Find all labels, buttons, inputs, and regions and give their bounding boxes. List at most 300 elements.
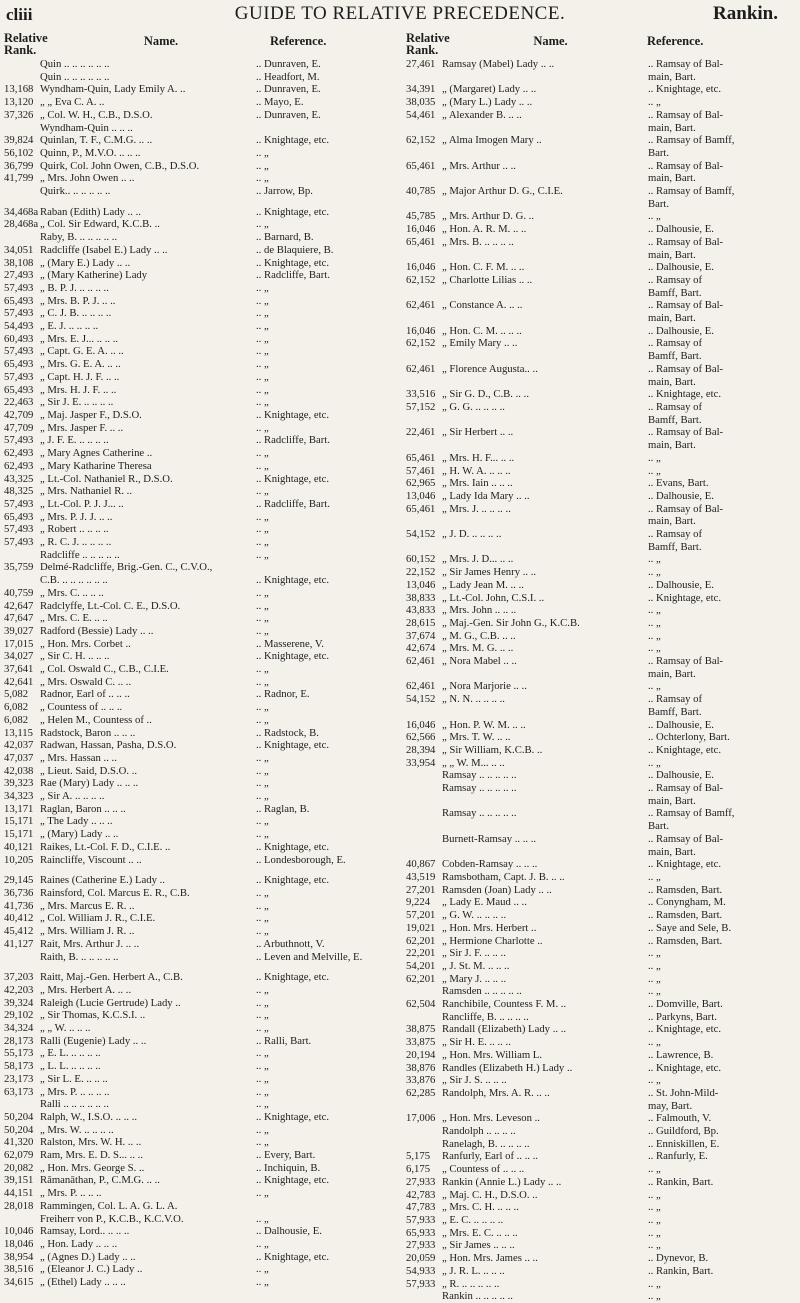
entry-reference: .. Barnard, B. [256,231,314,244]
entry-rank: 43,325 [4,472,34,485]
entry-name: „ Mrs. B. .. .. .. .. [442,235,514,248]
entry-row [4,663,396,676]
entry-row [4,1200,396,1213]
entry-rank: 43,833 [406,604,436,617]
entry-reference: .. „ [256,320,269,333]
entry-name: „ Maj. C. H., D.S.O. .. [442,1188,538,1201]
entry-name: „ Mrs. Hassan .. .. [40,751,117,764]
entry-reference: main, Bart. [648,172,696,185]
entry-row [4,971,396,984]
entry-rank: 27,461 [406,58,436,70]
entry-row [406,414,796,427]
entry-name: Cobden-Ramsay .. .. .. [442,858,538,871]
entry-reference: .. Knightage, etc. [648,83,722,96]
entry-rank: 29,145 [4,874,34,887]
entry-rank: 20,059 [406,1252,436,1265]
entry-rank: 39,324 [4,996,34,1009]
entry-row [406,1227,796,1240]
entry-name: „ Hon. Mrs. William L. [442,1048,543,1061]
entry-row [4,295,396,308]
entry-row [4,1035,396,1048]
entry-name: „ Mrs. W. .. .. .. .. [40,1123,114,1136]
entry-name: „ Mrs. Marcus E. R. .. [40,899,135,912]
entry-name [442,312,648,325]
entry-name: Randolph .. .. .. .. [442,1125,516,1138]
entry-name: „ „ W. M... .. .. [442,756,505,769]
entry-row [406,1125,796,1138]
entry-reference: .. „ [256,1072,269,1085]
entry-reference: .. „ [648,1163,661,1176]
left-column [4,32,396,1289]
entry-name: „ E. C. .. .. .. .. [442,1213,504,1226]
entry-name [442,1100,648,1113]
entry-name: „ Lt.-Col. P. J. J... .. [40,497,124,510]
entry-row [4,473,396,486]
entry-row [4,1162,396,1175]
entry-rank: 39,824 [4,134,34,147]
entry-name: „ J. D. .. .. .. .. [442,528,502,541]
entry-row [4,1251,396,1264]
entry-row [4,854,396,867]
entry-reference: Bamff, Bart. [648,413,702,426]
entry-name: „ Countess of .. .. .. [442,1163,525,1176]
entry-rank: 62,461 [406,680,436,693]
entry-rank [406,122,442,135]
entry-row [406,553,796,566]
entry-name: Ralston, Mrs. W. H. .. .. [40,1136,142,1149]
entry-rank: 45,785 [406,210,436,223]
entry-name: „ Mrs. Jasper F. .. .. [40,421,124,434]
entry-reference: .. Ramsay of [648,693,703,706]
entry-reference: .. Dalhousie, E. [648,261,714,274]
entry-reference: may, Bart. [648,1099,693,1112]
entry-rank [406,287,442,300]
entry-rank: 19,021 [406,921,436,934]
entry-rank: 33,954 [406,756,436,769]
entry-row [406,426,796,439]
entry-rank: 57,493 [4,345,34,358]
entry-row [406,109,796,122]
entry-reference: .. „ [256,1060,269,1073]
entry-name: „ Hon. P. W. M. .. .. [442,718,526,731]
entry-row [406,884,796,897]
entry-row [406,287,796,300]
entry-name: „ (Agnes D.) Lady .. .. [40,1250,136,1263]
entry-row [4,574,396,587]
entry-reference: .. Ramsay of Bal- [648,58,724,70]
entry-reference: Bamff, Bart. [648,540,702,553]
entry-row [406,655,796,668]
entry-name: Ramsden (Joan) Lady .. .. [442,883,552,896]
entry-rank [406,1125,442,1138]
entry-name: „ M. G., C.B. .. .. [442,629,516,642]
entry-name: „ Mary Agnes Catherine .. [40,447,153,460]
entry-row [4,688,396,701]
entry-rank: 37,674 [406,629,436,642]
entry-name: „ Sir J. S. .. .. .. [442,1074,507,1087]
entry-row [4,874,396,887]
entry-row [4,739,396,752]
entry-row [4,282,396,295]
entry-row [406,668,796,681]
entry-rank: 27,933 [406,1239,436,1252]
entry-rank [4,549,40,562]
entry-row [4,777,396,790]
entry-row [406,515,796,528]
entry-rank: 40,867 [406,858,436,871]
entry-reference: .. „ [256,281,269,294]
entry-row [406,769,796,782]
entry-row [406,83,796,96]
entry-rank: 38,954 [4,1250,34,1263]
entry-rank [406,668,442,681]
entry-rank: 39,027 [4,624,34,637]
entry-rank: 62,201 [406,972,436,985]
entry-rank: 34,468a [4,205,39,218]
entry-row [406,566,796,579]
entry-rank [406,414,442,427]
entry-rank: 62,493 [4,447,34,460]
entry-row [406,782,796,795]
entry-rank: 36,799 [4,159,34,172]
entry-row [406,642,796,655]
entry-reference: .. „ [648,1201,661,1214]
entry-rank: 13,120 [4,96,34,109]
entry-reference: .. Ramsay of Bal- [648,299,724,312]
entry-reference: .. Ramsay of [648,400,703,413]
entry-rank: 39,323 [4,777,34,790]
entry-row [406,236,796,249]
entry-name: Ranfurly, Earl of .. .. .. [442,1150,539,1163]
entry-reference: .. Ranfurly, E. [648,1150,708,1163]
entry-name: Ramsden .. .. .. .. .. [442,985,522,998]
entry-reference: .. Masserene, V. [256,637,324,650]
entry-rank: 62,152 [406,134,436,147]
entry-reference: .. „ [648,604,661,617]
entry-rank: 62,201 [406,934,436,947]
entry-rank: 16,046 [406,718,436,731]
entry-reference: .. „ [648,1290,661,1303]
entry-name: „ (Mary L.) Lady .. .. [442,96,533,109]
entry-rank: 47,783 [406,1201,436,1214]
entry-row [406,172,796,185]
entry-reference: .. „ [256,218,269,231]
entry-name: Rāmanāthan, P., C.M.G. .. .. [40,1174,160,1187]
entry-row [406,210,796,223]
entry-rank: 43,519 [406,871,436,883]
entry-row [4,676,396,689]
entry-row [4,96,396,109]
entry-row [4,951,396,964]
entry-name: Quirk.. .. .. .. .. .. [40,185,111,198]
entry-rank: 40,759 [4,586,34,599]
entry-name [442,820,648,833]
entry-rank: 28,394 [406,743,436,756]
entry-row [4,714,396,727]
entry-name: Rammingen, Col. L. A. G. L. A. [40,1199,178,1212]
entry-row [406,731,796,744]
entry-rank: 20,194 [406,1048,436,1061]
entry-row [406,325,796,338]
entry-rank: 60,493 [4,332,34,345]
entry-rank: 34,391 [406,83,436,96]
entry-row [406,935,796,948]
entry-name: „ Sir James Henry .. .. [442,566,537,579]
entry-row [4,587,396,600]
entry-name: Randall (Elizabeth) Lady .. .. [442,1023,567,1036]
entry-row [4,511,396,524]
entry-name: „ J. R. L. .. .. .. [442,1264,505,1277]
entry-name: „ Hon. Mrs. Leveson .. [442,1112,540,1125]
entry-rank: 34,027 [4,650,34,663]
entry-rank: 17,006 [406,1112,436,1125]
entry-rank: 37,326 [4,108,34,121]
entry-reference: .. „ [256,1085,269,1098]
entry-row [4,790,396,803]
entry-row [4,841,396,854]
entry-row [4,485,396,498]
entry-reference: .. Londesborough, E. [256,853,346,866]
entry-name: „ Mrs. T. W. .. .. [442,731,511,744]
entry-row [4,422,396,435]
entry-reference: .. Knightage, etc. [256,971,330,984]
entry-rank: 50,204 [4,1110,34,1123]
entry-row [406,922,796,935]
entry-rank: 37,203 [4,971,34,984]
entry-name: „ Countess of .. .. .. [40,701,123,714]
entry-name [442,147,648,160]
entry-reference: .. Ramsay of Bamff, [648,134,735,147]
entry-reference: .. Ramsay of Bal- [648,502,724,515]
entry-row [406,1100,796,1113]
entry-rank [406,1100,442,1113]
entry-rank: 41,736 [4,899,34,912]
entry-name: „ Mrs. Arthur .. .. [442,159,516,172]
entry-rank: 65,461 [406,159,436,172]
entry-rank [406,833,442,846]
entry-rank [4,951,40,964]
entry-reference: .. Knightage, etc. [256,574,330,587]
entry-reference [256,561,396,574]
entry-row [4,434,396,447]
entry-reference: .. „ [256,1276,269,1289]
entry-reference: .. „ [256,899,269,912]
reference-header: Reference. [647,34,704,48]
entry-rank: 57,493 [4,536,34,549]
entry-rank: 38,516 [4,1263,34,1276]
entry-row [4,600,396,613]
entry-reference: .. „ [648,947,661,960]
entry-rank: 33,875 [406,1036,436,1049]
entry-rank [406,312,442,325]
entry-reference: .. Knightage, etc. [648,1061,722,1074]
entry-name [442,846,648,859]
entry-reference: .. Rankin, Bart. [648,1264,714,1277]
right-column [406,32,796,1303]
entry-name: „ Lt.-Col. John, C.S.I. .. [442,591,545,604]
entry-name [442,376,648,389]
entry-name: „ G. W. .. .. .. .. [442,909,507,922]
entry-reference: .. „ [256,345,269,358]
entry-row [406,312,796,325]
entry-rank [4,231,40,244]
entry-name: „ Mrs. William J. R. .. [40,925,135,938]
entry-rank: 65,461 [406,502,436,515]
entry-row [4,912,396,925]
entry-reference: main, Bart. [648,70,696,83]
entry-reference: .. „ [256,1212,269,1225]
entry-name: „ Nora Mabel .. .. [442,655,517,668]
entry-name: „ (Mary E.) Lady .. .. [40,256,131,269]
entry-reference: .. „ [648,96,661,109]
entry-rank: 47,709 [4,421,34,434]
entry-reference: .. „ [648,1226,661,1239]
entry-name: Quin .. .. .. .. .. .. [40,58,110,70]
entry-reference: .. „ [256,421,269,434]
entry-row [4,122,396,135]
entry-rank: 54,152 [406,528,436,541]
entry-reference: main, Bart. [648,667,696,680]
entry-name: „ Mrs. Iain .. .. .. [442,477,513,490]
entry-row [406,1062,796,1075]
entry-name: „ Robert .. .. .. .. [40,523,109,536]
entry-rank [406,1138,442,1151]
entry-name: „ Sir Thomas, K.C.S.I. .. [40,1009,146,1022]
entry-reference: .. „ [648,959,661,972]
entry-name: Ramsay .. .. .. .. .. [442,769,517,782]
entry-rank: 57,493 [4,281,34,294]
entry-rank: 57,493 [4,434,34,447]
entry-row [406,719,796,732]
entry-name: „ Florence Augusta.. .. [442,362,538,375]
entry-rank: 16,046 [406,261,436,274]
entry-rank: 22,463 [4,396,34,409]
entry-name: „ Sir Herbert .. .. [442,426,514,439]
entry-reference: .. Ramsay of [648,337,703,350]
entry-row [4,185,396,198]
entry-reference: .. „ [256,1009,269,1022]
entry-name: „ Mrs. P. .. .. .. .. [40,1085,110,1098]
entry-name: „ Mrs. Arthur D. G. .. [442,210,535,223]
entry-rank: 62,079 [4,1149,34,1162]
entry-reference: .. Leven and Melville, E. [256,950,363,963]
entry-row [406,1201,796,1214]
entry-name: „ Mrs. G. E. A. .. .. [40,358,121,371]
entry-row [4,887,396,900]
entry-reference: .. Dalhousie, E. [648,718,714,731]
entry-reference: .. Ramsden, Bart. [648,909,723,922]
entry-reference: .. „ [256,663,269,676]
entry-rank: 44,151 [4,1187,34,1200]
entry-reference: .. Knightage, etc. [648,591,722,604]
entry-reference: .. Radcliffe, Bart. [256,497,330,510]
entry-name: „ Mrs. J. D... .. .. [442,553,514,566]
entry-reference: Bart. [648,820,670,833]
entry-row [406,261,796,274]
entry-row [406,490,796,503]
entry-name: „ Major Arthur D. G., C.I.E. [442,185,563,198]
entry-name: „ N. N. .. .. .. .. [442,693,505,706]
entry-reference: .. „ [256,172,269,185]
entry-row [406,1176,796,1189]
entry-rank: 18,046 [4,1237,34,1250]
entry-row [406,706,796,719]
entry-name: Raincliffe, Viscount .. .. [40,853,142,866]
column-headers [4,32,396,58]
entry-rank [406,198,442,211]
entry-name: Quinn, P., M.V.O. .. .. .. [40,146,141,159]
entry-row [4,384,396,397]
entry-name: „ Lady Jean M. .. .. [442,578,524,591]
entry-name: Ralph, W., I.S.O. .. .. .. [40,1110,138,1123]
entry-row [4,938,396,951]
entry-reference: .. Ralli, Bart. [256,1034,312,1047]
entry-rank: 65,933 [406,1226,436,1239]
entry-name [442,122,648,135]
entry-name: „ L. L. .. .. .. .. [40,1060,101,1073]
entry-reference: .. Lawrence, B. [648,1048,714,1061]
entry-reference: .. Knightage, etc. [648,1023,722,1036]
entry-row [406,477,796,490]
page-number: cliii [6,5,33,24]
entry-name: „ Hon. C. M. .. .. .. [442,324,522,337]
entry-rank: 6,082 [4,713,29,726]
entry-row [4,701,396,714]
entry-rank: 33,876 [406,1074,436,1087]
entry-reference: .. Ramsay of Bal- [648,159,724,172]
entry-rank: 20,082 [4,1161,34,1174]
entry-reference: .. „ [256,396,269,409]
entry-rank [4,1098,40,1111]
entry-name: „ Mary Katharine Theresa [40,459,152,472]
entry-row [4,1086,396,1099]
entry-row [4,1098,396,1111]
entry-reference: .. „ [256,1136,269,1149]
entry-name [442,515,648,528]
entry-name: Radwan, Hassan, Pasha, D.S.O. [40,739,177,752]
entry-name: „ Hon. C. F. M. .. .. [442,261,525,274]
entry-row [4,1263,396,1276]
entry-name: Ramsay .. .. .. .. .. [442,782,517,795]
entry-name: Randolph, Mrs. A. R. .. .. [442,1086,550,1099]
entry-row [406,337,796,350]
entry-rank: 65,461 [406,451,436,464]
entry-reference: .. „ [256,764,269,777]
entry-name: „ Hon. Mrs. George S. .. [40,1161,145,1174]
entry-row [406,833,796,846]
entry-rank: 13,171 [4,802,34,815]
entry-row [406,299,796,312]
entry-reference: .. Knightage, etc. [648,388,722,401]
entry-row [4,231,396,244]
entry-row [406,503,796,516]
entry-name: „ Sir J. E. .. .. .. .. [40,396,114,409]
entry-name: „ Sir James .. .. .. [442,1239,515,1252]
entry-rank [406,1290,442,1303]
entry-name: „ R. C. J. .. .. .. .. [40,536,112,549]
entry-reference: .. Dalhousie, E. [648,324,714,337]
entry-rank [4,58,40,71]
entry-reference: .. „ [256,459,269,472]
entry-reference: .. Raglan, B. [256,802,310,815]
entry-row [4,160,396,173]
entry-rank: 17,015 [4,637,34,650]
entry-row [4,815,396,828]
entry-name: „ Helen M., Countess of .. [40,713,152,726]
entry-name: Rankin (Annie L.) Lady .. .. [442,1175,562,1188]
entry-reference: main, Bart. [648,794,696,807]
entry-row [406,541,796,554]
